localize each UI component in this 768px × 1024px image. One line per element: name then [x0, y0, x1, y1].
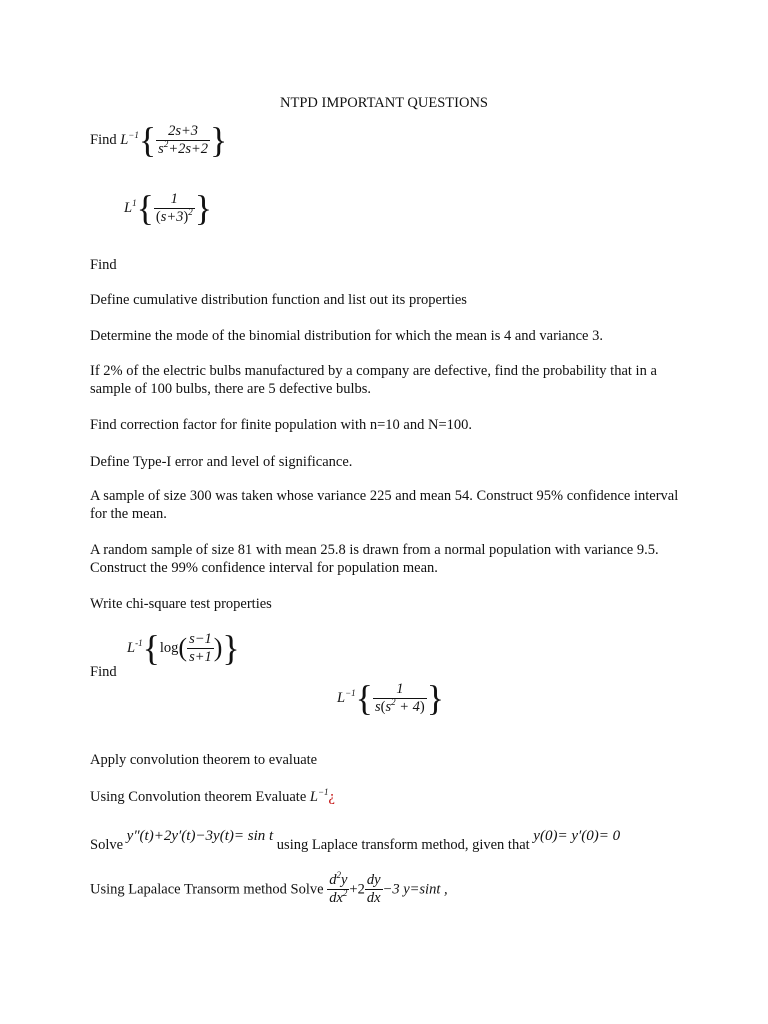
left-brace: { — [355, 678, 373, 718]
find-label: Find — [90, 664, 117, 680]
numerator: s−1 — [189, 630, 212, 647]
question-inverse-laplace-1 — [90, 122, 227, 158]
first-derivative: $\frac{dy}{dx}$ — [366, 872, 381, 906]
denominator: $s(s^2 + 4)$ — [374, 696, 425, 715]
question-convolution-apply: Apply convolution theorem to evaluate — [90, 752, 318, 768]
equation-tail: −3 y=sint , — [382, 881, 448, 898]
left-brace: { — [136, 188, 154, 228]
question-defective-bulbs: If 2% of the electric bulbs manufactured by a company are defective, find the probability that in a sample of 100 bulbs, there are 5 defective bulbs. — [90, 363, 657, 397]
question-convolution-evaluate: Using Convolution theorem Evaluate $L^{-1}¿$ — [90, 787, 335, 805]
fraction — [373, 681, 427, 716]
laplace-operator: $L^{-1}$ — [309, 787, 329, 805]
left-brace: { — [138, 120, 157, 160]
laplace-operator: $L^{-1}$ — [120, 130, 139, 148]
question-laplace-solve: Using Lapalace Transorm method Solve $\frac{d^2y}{dx^2}$ +2 $\frac{dy}{dx}$ −3 y=sint , — [90, 870, 448, 906]
laplace-operator: $L^{-1}$ — [337, 688, 356, 706]
left-brace: { — [142, 628, 160, 668]
right-brace: } — [222, 628, 240, 668]
fraction — [187, 631, 214, 666]
right-paren: ) — [213, 633, 223, 662]
question-inverse-laplace-log — [127, 630, 240, 666]
laplace-operator: $L^{-1}$ — [127, 638, 143, 656]
find-label: Find — [90, 132, 117, 148]
question-binomial-mode: Determine the mode of the binomial distribution for which the mean is 4 and variance 3. — [90, 328, 603, 344]
numerator: 1 — [154, 191, 195, 209]
initial-condition: y(0)= y′(0)= 0 — [533, 828, 621, 844]
question-chi-square: Write chi-square test properties — [90, 596, 272, 612]
left-paren: ( — [178, 633, 188, 662]
question-confidence-99: A random sample of size 81 with mean 25.8 is drawn from a normal population with variance 9.5. Construct the 99% confidence interval for population mean. — [90, 542, 659, 576]
solve-label: Solve — [90, 837, 124, 853]
method-text: using Laplace transform method, given that — [276, 837, 530, 853]
question-solve-ode — [90, 828, 621, 854]
denominator: $(s+3)^2$ — [155, 206, 193, 225]
differential-equation: y″(t)+2y′(t)−3y(t)= sin t — [126, 828, 274, 844]
question-confidence-95: A sample of size 300 was taken whose variance 225 and mean 54. Construct 95% confidence interval for the mean. — [90, 488, 679, 522]
second-derivative: $\frac{d^2y}{dx^2}$ — [329, 870, 348, 906]
right-brace: } — [426, 678, 445, 718]
log-function: log — [159, 640, 179, 656]
page-title: NTPD IMPORTANT QUESTIONS — [280, 95, 488, 111]
numerator: 2s+3 — [156, 123, 210, 141]
fraction — [156, 123, 210, 158]
unknown-glyph: ¿ — [328, 789, 335, 805]
question-type-1-error: Define Type-I error and level of significance. — [90, 454, 353, 470]
fraction — [154, 191, 195, 226]
numerator: 1 — [373, 681, 427, 699]
question-text: Using Lapalace Transorm method Solve — [90, 881, 324, 898]
question-inverse-laplace-2 — [124, 190, 212, 226]
question-inverse-laplace-conv — [337, 680, 444, 716]
right-brace: } — [210, 120, 228, 160]
right-brace: } — [194, 188, 213, 228]
laplace-operator: $L^1$ — [124, 198, 137, 216]
question-correction-factor: Find correction factor for finite population with n=10 and N=100. — [90, 417, 472, 433]
denominator: s+1 — [189, 648, 212, 665]
question-cdf: Define cumulative distribution function and list out its properties — [90, 292, 467, 308]
find-label: Find — [90, 257, 117, 273]
denominator: $s^2+2s+2$ — [158, 138, 209, 157]
